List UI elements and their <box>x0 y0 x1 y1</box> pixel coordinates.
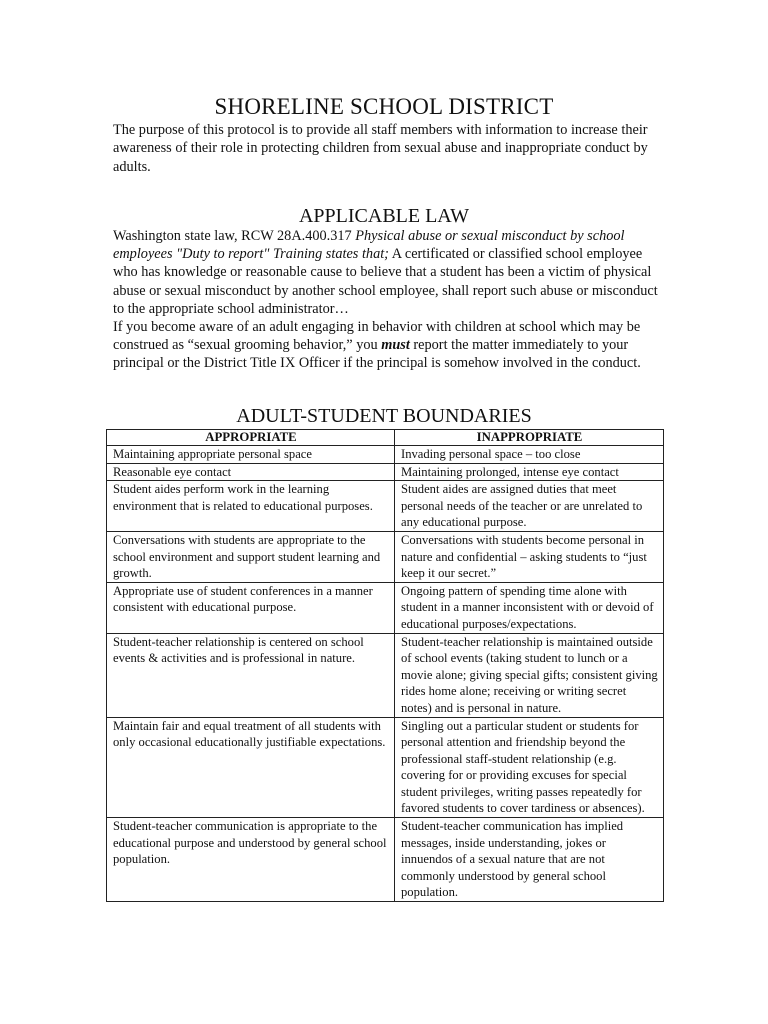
appropriate-cell: Student-teacher communication is appropriate to the educational purpose and understood by general school population. <box>107 818 395 902</box>
inappropriate-cell: Singling out a particular student or students for personal attention and friendship beyond the professional staff-student relationship (e.g. covering for or providing excuses for special student privileges, writing passes repeatedly for favored students to cover tardiness or absences). <box>395 717 664 818</box>
table-row <box>107 818 664 902</box>
boundaries-table <box>106 429 664 902</box>
appropriate-cell: Maintaining appropriate personal space <box>107 446 395 464</box>
appropriate-cell: Student aides perform work in the learning environment that is related to educational purposes. <box>107 481 395 532</box>
appropriate-cell: Conversations with students are appropriate to the school environment and support student learning and growth. <box>107 531 395 582</box>
appropriate-cell: Reasonable eye contact <box>107 463 395 481</box>
table-row <box>107 633 664 717</box>
column-header-appropriate: APPROPRIATE <box>107 430 395 446</box>
inappropriate-cell: Conversations with students become personal in nature and confidential – asking students to “just keep it our secret.” <box>395 531 664 582</box>
table-row <box>107 446 664 464</box>
table-header-row <box>107 430 664 446</box>
inappropriate-cell: Invading personal space – too close <box>395 446 664 464</box>
table-row <box>107 463 664 481</box>
document-title: SHORELINE SCHOOL DISTRICT <box>214 94 554 119</box>
appropriate-cell: Student-teacher relationship is centered on school events & activities and is professional in nature. <box>107 633 395 717</box>
law-citation: Washington state law, RCW 28A.400.317 <box>113 228 356 244</box>
column-header-inappropriate: INAPPROPRIATE <box>395 430 664 446</box>
table-row <box>107 717 664 818</box>
applicable-law-section <box>113 227 665 373</box>
grooming-text: If you become aware of an adult engaging in behavior with children at school which may be construed as “sexual grooming behavior,” you <box>113 319 641 354</box>
table-row <box>107 531 664 582</box>
must-emphasis: must <box>381 337 410 354</box>
law-paragraph-2 <box>113 318 665 373</box>
intro-paragraph: The purpose of this protocol is to provide all staff members with information to increase their awareness of their role in protecting children from sexual abuse and inappropriate conduct by adults. <box>113 122 648 175</box>
appropriate-cell: Maintain fair and equal treatment of all students with only occasional educationally justifiable expectations. <box>107 717 395 818</box>
boundaries-heading: ADULT-STUDENT BOUNDARIES <box>236 405 532 427</box>
report-text: report the matter immediately to your principal or the District Title IX Officer if the principal is somehow involved in the conduct. <box>113 337 641 372</box>
law-title-italic: Physical abuse or sexual misconduct by school employees "Duty to report" Training states that; <box>113 228 625 263</box>
table-row <box>107 481 664 532</box>
law-paragraph-1 <box>113 227 665 318</box>
applicable-law-heading: APPLICABLE LAW <box>298 205 470 227</box>
appropriate-cell: Appropriate use of student conferences in a manner consistent with educational purpose. <box>107 582 395 633</box>
inappropriate-cell: Ongoing pattern of spending time alone with student in a manner inconsistent with or devoid of educational purposes/expectations. <box>395 582 664 633</box>
inappropriate-cell: Student-teacher relationship is maintained outside of school events (taking student to lunch or a movie alone; giving special gifts; consistent giving rides home alone; receiving or writing secret notes) and is personal in nature. <box>395 633 664 717</box>
inappropriate-cell: Student-teacher communication has implied messages, inside understanding, jokes or innuendos of a sexual nature that are not commonly understood by general school population. <box>395 818 664 902</box>
inappropriate-cell: Student aides are assigned duties that meet personal needs of the teacher or are unrelated to any educational purpose. <box>395 481 664 532</box>
law-text: A certificated or classified school employee who has knowledge or reasonable cause to believe that a student has been a victim of physical abuse or sexual misconduct by another school employee, shall report such abuse or misconduct to the appropriate school administrator… <box>113 246 658 317</box>
inappropriate-cell: Maintaining prolonged, intense eye contact <box>395 463 664 481</box>
table-row <box>107 582 664 633</box>
